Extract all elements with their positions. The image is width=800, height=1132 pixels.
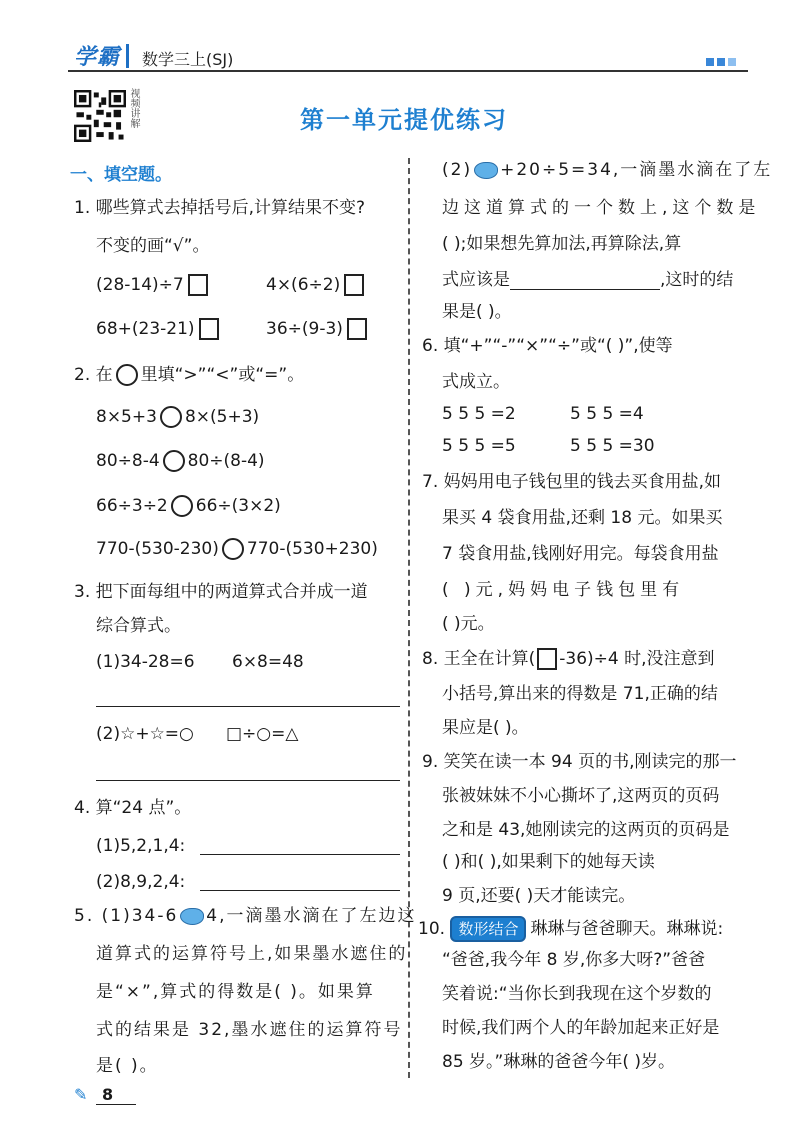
q5b-label: (2): [442, 160, 473, 180]
q3-answer-line-1[interactable]: [96, 706, 400, 707]
q6-equation: 5 5 5 =4: [570, 404, 644, 424]
q2-compare-circle[interactable]: [171, 495, 193, 517]
q8-text-1b: -36)÷4 时,没注意到: [559, 649, 715, 669]
q5b-text-4: [442, 270, 733, 290]
page-number: 8: [102, 1085, 114, 1104]
q5b-text-1b: +20÷5=34,一滴墨水滴在了左: [500, 160, 773, 180]
q10-text-2: “爸爸,我今年 8 岁,你多大呀?”爸爸: [442, 950, 706, 970]
q3-text-1: 3. 把下面每组中的两道算式合并成一道: [74, 582, 368, 602]
q2-left: 80÷8-4: [96, 451, 160, 471]
ink-blot-icon: [180, 908, 204, 925]
q4-answer-line-2[interactable]: [200, 890, 400, 891]
q2-prefix: 2. 在: [74, 365, 113, 385]
q10-tag-badge: 数形结合: [450, 916, 526, 942]
q2-compare-circle[interactable]: [163, 450, 185, 472]
ink-blot-icon: [474, 162, 498, 179]
q3-part2-a: (2)☆+☆=○: [96, 724, 194, 744]
q5b-text-4a: 式应该是: [442, 270, 510, 290]
q2-compare-circle[interactable]: [160, 406, 182, 428]
q3-part2-b: □÷○=△: [226, 724, 299, 744]
q10-text-1b: 琳琳与爸爸聊天。琳琳说:: [530, 919, 724, 939]
column-divider: [408, 158, 410, 1078]
q7-text-1: 7. 妈妈用电子钱包里的钱去买食用盐,如: [422, 472, 722, 492]
q2-left: 770-(530-230): [96, 539, 219, 559]
q1-answer-box-b[interactable]: [344, 274, 364, 296]
qr-code-icon[interactable]: [74, 90, 126, 142]
q8-text-1: [422, 648, 715, 670]
q9-text-5: 9 页,还要( )天才能读完。: [442, 886, 636, 906]
q2-right: 66÷(3×2): [195, 496, 281, 516]
q8-text-3: 果应是( )。: [442, 718, 529, 738]
q6-text-2: 式成立。: [442, 372, 510, 392]
q10-text-3: 笑着说:“当你长到我现在这个岁数的: [442, 984, 712, 1004]
q5b-text-5: 果是( )。: [442, 302, 512, 322]
section-heading: 一、填空题。: [70, 165, 172, 185]
q3-answer-line-2[interactable]: [96, 780, 400, 781]
q2-left: 66÷3÷2: [96, 496, 168, 516]
header-decoration: [706, 58, 736, 66]
q5b-text-1: [442, 160, 772, 180]
book-title: 数学三上(SJ): [142, 50, 234, 69]
q1-expr-c: 68+(23-21): [96, 319, 195, 339]
q1-item-c: [96, 318, 219, 340]
q7-text-3: 7 袋食用盐,钱刚好用完。每袋食用盐: [442, 544, 719, 564]
q1-answer-box-a[interactable]: [188, 274, 208, 296]
q2-right: 8×(5+3): [184, 407, 260, 427]
q2-left: 8×5+3: [96, 407, 157, 427]
footer-rule: [96, 1104, 136, 1105]
q10-text-1: [418, 916, 723, 942]
q2-row: [96, 495, 281, 517]
q1-answer-box-c[interactable]: [199, 318, 219, 340]
q5-text-1: [74, 906, 417, 926]
q7-text-4: ( )元,妈妈电子钱包里有: [442, 580, 685, 600]
q4-answer-line-1[interactable]: [200, 854, 400, 855]
circle-icon: [116, 364, 138, 386]
q5b-text-3: ( );如果想先算加法,再算除法,算: [442, 234, 682, 254]
q10-text-4: 时候,我们两个人的年龄加起来正好是: [442, 1018, 720, 1038]
q1-expr-a: (28-14)÷7: [96, 275, 184, 295]
q4-part2: (2)8,9,2,4:: [96, 872, 186, 892]
q5-text-5: 是( )。: [96, 1056, 159, 1076]
q3-text-2: 综合算式。: [96, 616, 181, 636]
q2-row: [96, 406, 259, 428]
q10-number: 10.: [418, 919, 446, 939]
q5-text-3: 是“×”,算式的得数是( )。如果算: [96, 982, 375, 1002]
page-title: 第一单元提优练习: [300, 106, 508, 134]
q2-right: 770-(530+230): [246, 539, 378, 559]
q5-text-2: 道算式的运算符号上,如果墨水遮住的: [96, 944, 408, 964]
q5-text-1b: 4,一滴墨水滴在了左边这: [206, 906, 417, 926]
q7-text-2: 果买 4 袋食用盐,还剩 18 元。如果买: [442, 508, 723, 528]
q6-equation: 5 5 5 =5: [442, 436, 516, 456]
q3-part1-b: 6×8=48: [232, 652, 304, 672]
qr-video-label: 视频讲解: [128, 88, 139, 128]
brand-logo: 学霸: [74, 45, 121, 70]
q4-part1: (1)5,2,1,4:: [96, 836, 186, 856]
q1-answer-box-d[interactable]: [347, 318, 367, 340]
logo-divider: [126, 44, 129, 68]
q1-text-2: 不变的画“√”。: [96, 236, 210, 256]
q1-expr-b: 4×(6÷2): [266, 275, 341, 295]
q2-compare-circle[interactable]: [222, 538, 244, 560]
q6-equation: 5 5 5 =30: [570, 436, 655, 456]
header-rule: [68, 70, 748, 72]
q9-text-2: 张被妹妹不小心撕坏了,这两页的页码: [442, 786, 720, 806]
q10-text-5: 85 岁。”琳琳的爸爸今年( )岁。: [442, 1052, 676, 1072]
q1-expr-d: 36÷(9-3): [266, 319, 343, 339]
q9-text-3: 之和是 43,她刚读完的这两页的页码是: [442, 820, 730, 840]
q3-part1-a: (1)34-28=6: [96, 652, 195, 672]
q1-text-1: 1. 哪些算式去掉括号后,计算结果不变?: [74, 198, 366, 218]
q5b-answer-line[interactable]: [510, 271, 660, 290]
q2-row: [96, 450, 265, 472]
q5b-text-2: 边这道算式的一个数上,这个数是: [442, 198, 761, 218]
q2-right: 80÷(8-4): [187, 451, 265, 471]
q5b-text-4b: ,这时的结: [660, 270, 734, 290]
q7-text-5: ( )元。: [442, 614, 495, 634]
q2-suffix: 里填“>”“<”或“=”。: [140, 365, 305, 385]
q1-item-a: [96, 274, 208, 296]
q5-text-4: 式的结果是 32,墨水遮住的运算符号: [96, 1020, 403, 1040]
q2-row: [96, 538, 378, 560]
q5-expr: 5. (1)34-6: [74, 906, 179, 926]
q8-blank-box: [537, 648, 557, 670]
q6-text-1: 6. 填“+”“-”“×”“÷”或“( )”,使等: [422, 336, 673, 356]
q1-item-d: [266, 318, 367, 340]
q9-text-1: 9. 笑笑在读一本 94 页的书,刚读完的那一: [422, 752, 737, 772]
q2-text: [74, 364, 304, 386]
q8-text-1a: 8. 王全在计算(: [422, 649, 536, 669]
q4-text: 4. 算“24 点”。: [74, 798, 192, 818]
q9-text-4: ( )和( ),如果剩下的她每天读: [442, 852, 655, 872]
q1-item-b: [266, 274, 364, 296]
q6-equation: 5 5 5 =2: [442, 404, 516, 424]
pencil-icon: ✎: [74, 1085, 88, 1104]
q8-text-2: 小括号,算出来的得数是 71,正确的结: [442, 684, 718, 704]
